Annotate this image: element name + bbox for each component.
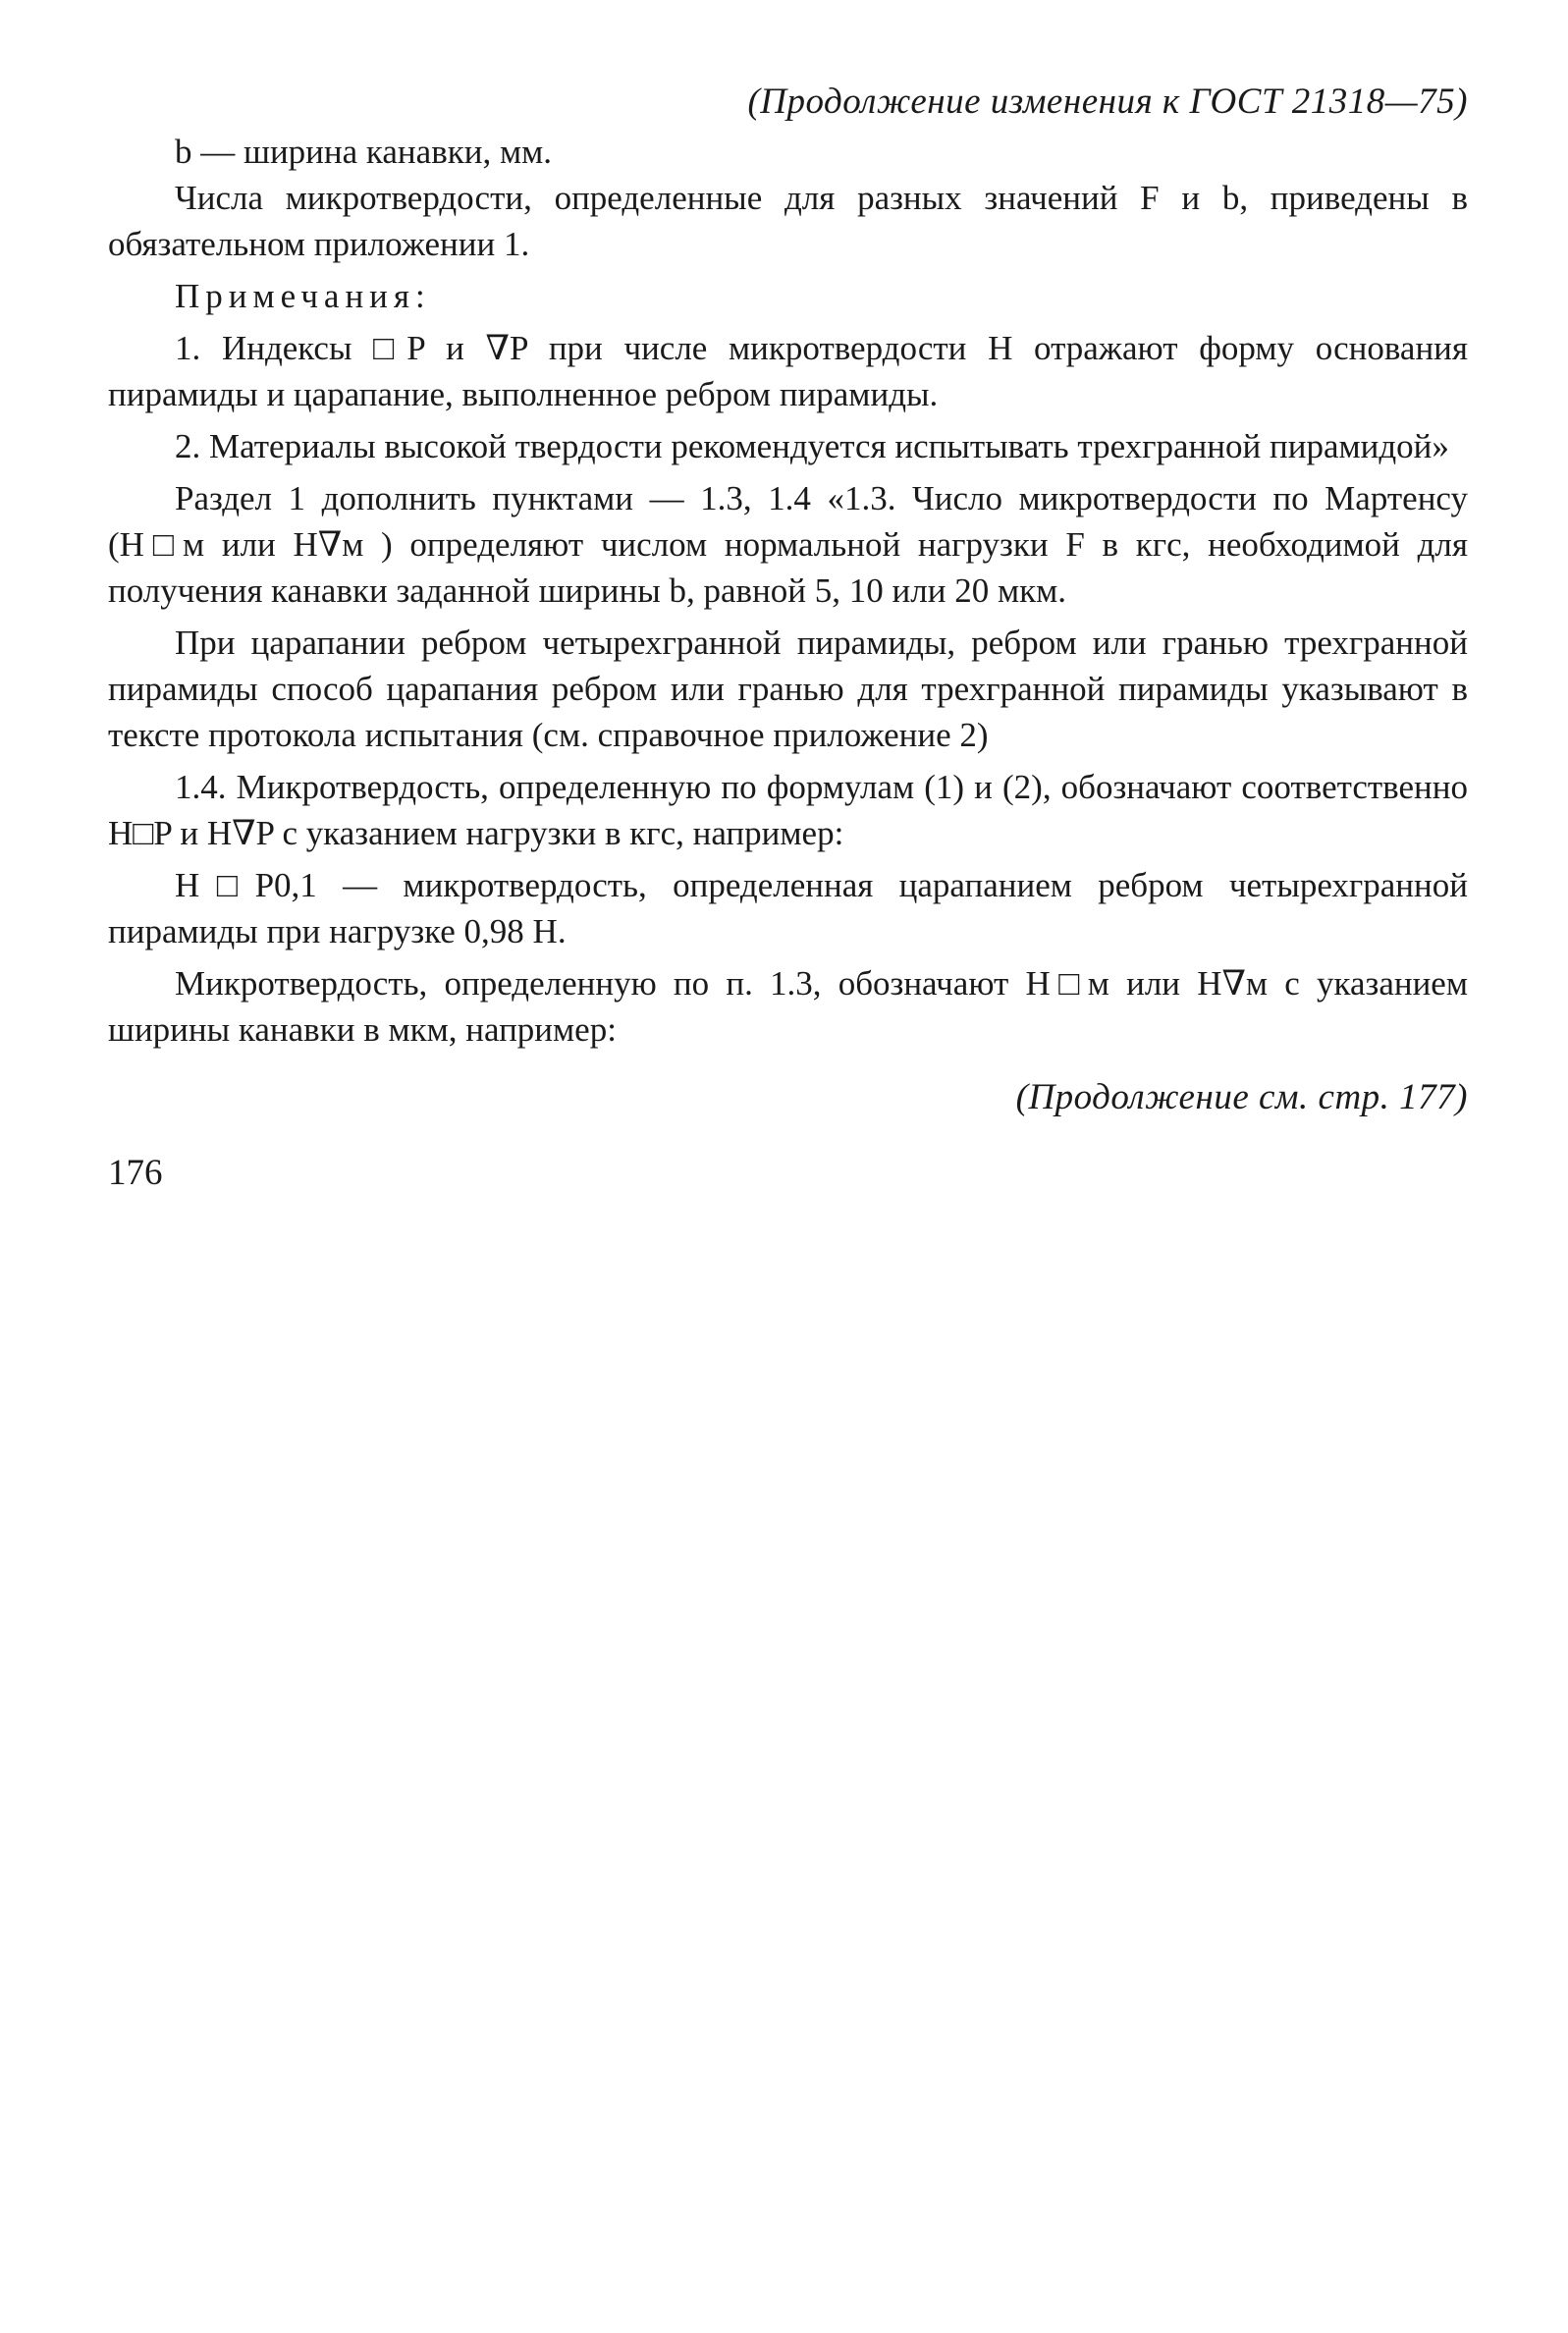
note-1: 1. Индексы □P и ∇P при числе микротвердости H отражают форму основания пирамиды и царапание, выполненное ребром пирамиды.	[108, 329, 1468, 413]
continuation-note: (Продолжение см. стр. 177)	[1015, 1077, 1468, 1117]
paragraph-groove-width: b — ширина канавки, мм.	[175, 133, 553, 171]
page-number: 176	[108, 1153, 163, 1193]
document-page	[108, 79, 1468, 1196]
paragraph-microhardness-values: Числа микротвердости, определенные для разных значений F и b, приведены в обязательном приложении 1.	[108, 179, 1468, 263]
page-header: (Продолжение изменения к ГОСТ 21318—75)	[747, 81, 1468, 122]
paragraph-section-1-3: Раздел 1 дополнить пунктами — 1.3, 1.4 «1.3. Число микротвердости по Мартенсу (H□м или H∇м ) определяют числом нормальной нагрузки F в кгс, необходимой для получения канавки заданной ширины b, равной 5, 10 или 20 мкм.	[108, 479, 1468, 610]
notes-heading: Примечания:	[175, 277, 431, 315]
paragraph-microhardness-designation: Микротвердость, определенную по п. 1.3, обозначают H□м или H∇м с указанием ширины канавки в мкм, например:	[108, 964, 1468, 1049]
note-2: 2. Материалы высокой твердости рекомендуется испытывать трехгранной пирамидой»	[175, 427, 1449, 465]
paragraph-example-hp01: H□P0,1 — микротвердость, определенная царапанием ребром четырехгранной пирамиды при нагрузке 0,98 Н.	[108, 866, 1468, 950]
paragraph-scratching: При царапании ребром четырехгранной пирамиды, ребром или гранью трехгранной пирамиды способ царапания ребром или гранью для трехгранной пирамиды указывают в тексте протокола испытания (см. справочное приложение 2)	[108, 624, 1468, 754]
paragraph-section-1-4: 1.4. Микротвердость, определенную по формулам (1) и (2), обозначают соответственно H□P и H∇P с указанием нагрузки в кгс, например:	[108, 768, 1468, 852]
